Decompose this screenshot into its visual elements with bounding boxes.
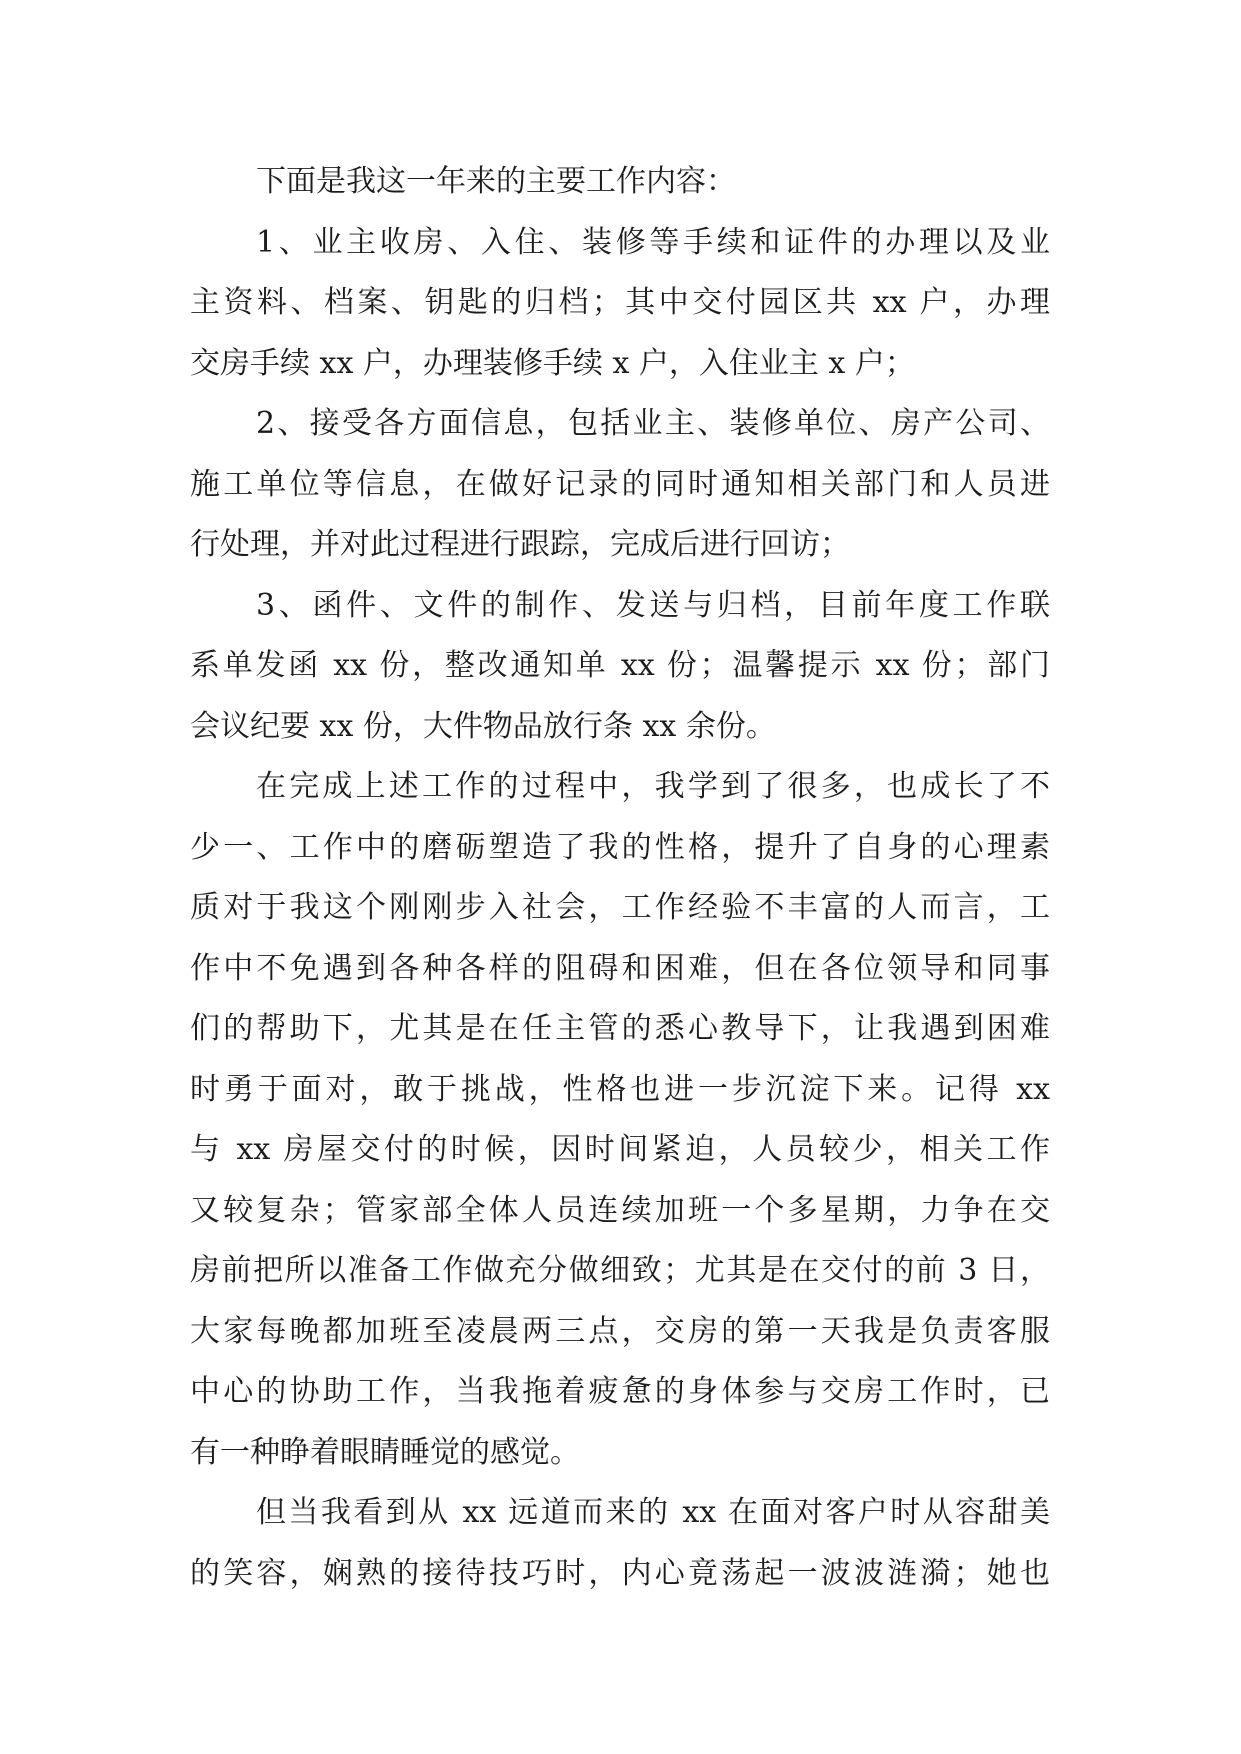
- paragraph-inspiration-line: 的笑容，娴熟的接待技巧时，内心竟荡起一波波涟漪；她也: [190, 1555, 1050, 1591]
- item-1-line: 交房手续 xx 户，办理装修手续 x 户，入住业主 x 户；: [190, 345, 915, 381]
- paragraph-intro-line: 下面是我这一年来的主要工作内容：: [256, 164, 736, 199]
- item-2-line: 施工单位等信息，在做好记录的同时通知相关部门和人员进: [190, 466, 1050, 502]
- item-2-line: 2、接受各方面信息，包括业主、装修单位、房产公司、: [256, 406, 1050, 441]
- item-3-line: 系单发函 xx 份，整改通知单 xx 份；温馨提示 xx 份；部门: [190, 648, 1050, 683]
- paragraph-growth-line: 房前把所以准备工作做充分做细致；尤其是在交付的前 3 日，: [190, 1253, 1050, 1288]
- paragraph-growth-line: 在完成上述工作的过程中，我学到了很多，也成长了不: [256, 769, 1050, 804]
- paragraph-growth-line: 少一、工作中的磨砺塑造了我的性格，提升了自身的心理素: [190, 829, 1050, 865]
- paragraph-growth-line: 中心的协助工作，当我拖着疲惫的身体参与交房工作时，已: [190, 1374, 1050, 1409]
- paragraph-growth-line: 时勇于面对，敢于挑战，性格也进一步沉淀下来。记得 xx: [190, 1071, 1050, 1107]
- document-body: [190, 152, 1050, 1604]
- item-3-line: 会议纪要 xx 份，大件物品放行条 xx 余份。: [190, 708, 776, 744]
- paragraph-growth-line: 大家每晚都加班至凌晨两三点，交房的第一天我是负责客服: [190, 1313, 1050, 1349]
- paragraph-growth-line: 有一种睁着眼睛睡觉的感觉。: [190, 1434, 580, 1470]
- paragraph-growth-line: 又较复杂；管家部全体人员连续加班一个多星期，力争在交: [190, 1192, 1050, 1228]
- item-1-line: 主资料、档案、钥匙的归档；其中交付园区共 xx 户，办理: [190, 285, 1050, 320]
- paragraph-growth-line: 作中不免遇到各种各样的阻碍和困难，但在各位领导和同事: [190, 950, 1050, 986]
- paragraph-growth-line: 质对于我这个刚刚步入社会，工作经验不丰富的人而言，工: [190, 890, 1050, 925]
- paragraph-inspiration-line: 但当我看到从 xx 远道而来的 xx 在面对客户时从容甜美: [256, 1495, 1050, 1530]
- item-3-line: 3、函件、文件的制作、发送与归档，目前年度工作联: [256, 587, 1050, 623]
- item-2-line: 行处理，并对此过程进行跟踪，完成后进行回访；: [190, 527, 850, 562]
- paragraph-growth-line: 与 xx 房屋交付的时候，因时间紧迫，人员较少，相关工作: [190, 1132, 1050, 1167]
- item-1-line: 1、业主收房、入住、装修等手续和证件的办理以及业: [256, 224, 1050, 260]
- paragraph-growth-line: 们的帮助下，尤其是在任主管的悉心教导下，让我遇到困难: [190, 1011, 1050, 1046]
